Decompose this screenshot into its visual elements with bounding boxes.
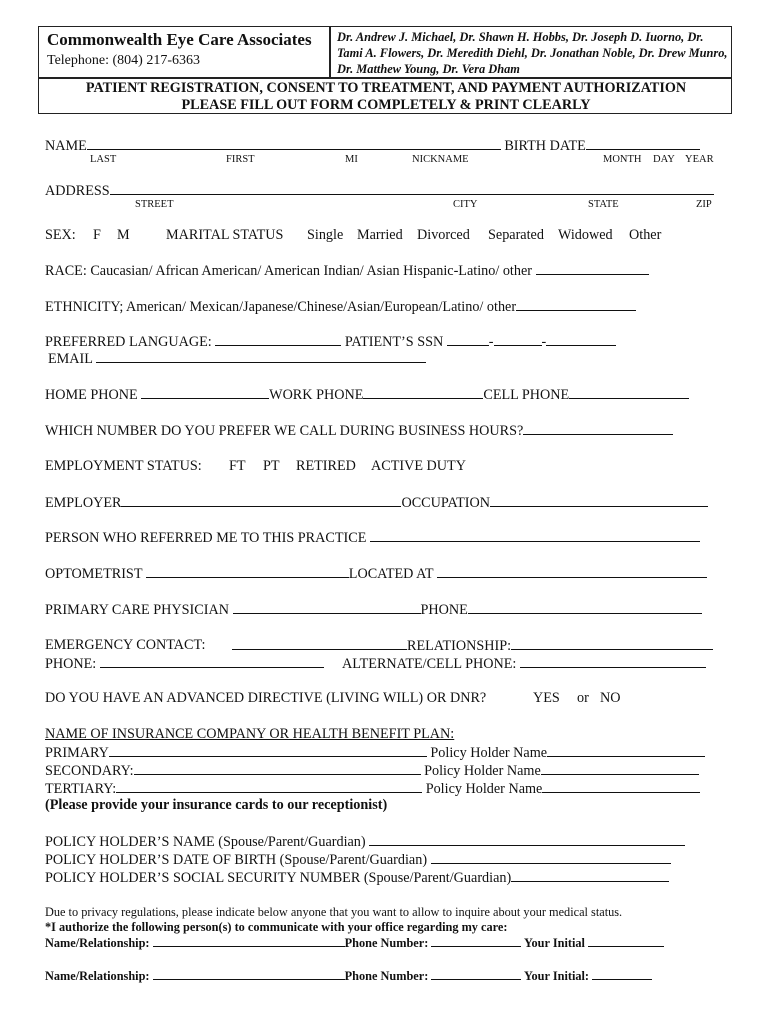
policy-ssn-row (45, 869, 669, 887)
prefer-call-row (45, 422, 673, 440)
occupation-field[interactable] (490, 494, 708, 507)
policy-holder-ssn-field[interactable] (511, 869, 669, 882)
directive-question: DO YOU HAVE AN ADVANCED DIRECTIVE (LIVING WILL) OR DNR? (45, 690, 487, 706)
authorized-person-row-2 (45, 969, 652, 984)
secondary-holder-field[interactable] (541, 762, 699, 775)
phone-number-label-1: Phone Number: (344, 936, 429, 950)
form-instructions: PLEASE FILL OUT FORM COMPLETELY & PRINT CLEARLY (181, 97, 591, 113)
prefer-call-label: WHICH NUMBER DO YOU PREFER WE CALL DURING BUSINESS HOURS? (45, 423, 524, 439)
phone-number-field-1[interactable] (431, 936, 521, 947)
emergency-contact-label: EMERGENCY CONTACT: (45, 637, 206, 653)
insurance-tertiary-row (45, 780, 700, 798)
marital-option-widowed[interactable]: Widowed (558, 227, 613, 243)
marital-option-divorced[interactable]: Divorced (417, 227, 470, 243)
referred-row (45, 529, 700, 547)
referred-field[interactable] (370, 529, 700, 542)
practice-telephone: Telephone: (804) 217-6363 (47, 53, 200, 68)
work-phone-label: WORK PHONE (269, 387, 364, 403)
optometrist-label: OPTOMETRIST (45, 566, 143, 582)
sub-month: MONTH (603, 154, 642, 165)
tertiary-holder-field[interactable] (542, 780, 700, 793)
employment-option-ft[interactable]: FT (229, 458, 246, 474)
header-divider (329, 27, 331, 77)
emergency-contact-field[interactable] (232, 637, 407, 650)
preferred-language-field[interactable] (215, 333, 341, 346)
secondary-holder-label: Policy Holder Name (424, 763, 541, 779)
tertiary-insurance-field[interactable] (116, 780, 422, 793)
name-relationship-label-2: Name/Relationship: (45, 969, 150, 983)
race-row (45, 262, 649, 280)
sub-last: LAST (90, 154, 117, 165)
policy-holder-dob-field[interactable] (431, 851, 671, 864)
race-other-field[interactable] (536, 262, 649, 275)
birth-date-field[interactable] (586, 137, 700, 150)
race-label: RACE: Caucasian/ African American/ American Indian/ Asian Hispanic-Latino/ other (45, 263, 532, 279)
policy-holder-name-label: POLICY HOLDER’S NAME (Spouse/Parent/Guardian) (45, 834, 366, 850)
sub-state: STATE (588, 199, 619, 210)
ethnicity-other-field[interactable] (516, 298, 636, 311)
emergency-phone-field[interactable] (100, 655, 324, 668)
your-initial-label-2: Your Initial: (524, 969, 590, 983)
alt-phone-field[interactable] (520, 655, 706, 668)
practice-name: Commonwealth Eye Care Associates (47, 30, 312, 49)
name-relationship-field-1[interactable] (153, 936, 345, 947)
policy-holder-ssn-label: POLICY HOLDER’S SOCIAL SECURITY NUMBER (Spouse/Parent/Guardian) (45, 870, 512, 886)
optometrist-field[interactable] (146, 565, 349, 578)
email-field[interactable] (96, 350, 426, 363)
ethnicity-label: ETHNICITY; American/ Mexican/Japanese/Chinese/Asian/European/Latino/ other (45, 299, 517, 315)
located-at-label: LOCATED AT (348, 566, 434, 582)
located-at-field[interactable] (437, 565, 707, 578)
address-field[interactable] (110, 182, 714, 195)
phone-number-field-2[interactable] (431, 969, 521, 980)
pcp-label: PRIMARY CARE PHYSICIAN (45, 602, 229, 618)
employment-option-active-duty[interactable]: ACTIVE DUTY (371, 458, 466, 474)
directive-or: or (577, 690, 589, 706)
referred-label: PERSON WHO REFERRED ME TO THIS PRACTICE (45, 530, 367, 546)
secondary-label: SECONDARY: (45, 763, 134, 779)
occupation-label: OCCUPATION (401, 495, 491, 511)
tertiary-holder-label: Policy Holder Name (425, 781, 543, 797)
pcp-phone-field[interactable] (468, 601, 702, 614)
employment-status-label: EMPLOYMENT STATUS: (45, 458, 202, 474)
name-relationship-label-1: Name/Relationship: (45, 936, 150, 950)
your-initial-label-1: Your Initial (524, 936, 585, 950)
emergency-contact-row (232, 637, 713, 655)
phone-row (45, 386, 689, 404)
pcp-phone-label: PHONE (420, 602, 468, 618)
primary-holder-label: Policy Holder Name (430, 745, 548, 761)
primary-insurance-field[interactable] (109, 744, 427, 757)
emergency-phone-row (45, 655, 324, 673)
name-relationship-field-2[interactable] (153, 969, 345, 980)
home-phone-label: HOME PHONE (45, 387, 138, 403)
insurance-card-note: (Please provide your insurance cards to our receptionist) (45, 797, 388, 813)
alt-phone-row (342, 655, 706, 673)
name-field[interactable] (87, 137, 501, 150)
cell-phone-label: CELL PHONE (483, 387, 570, 403)
header-rule (39, 77, 731, 79)
pcp-row (45, 601, 702, 619)
marital-status-label: MARITAL STATUS (166, 227, 284, 243)
doctor-list: Dr. Andrew J. Michael, Dr. Shawn H. Hobbs, Dr. Joseph D. Iuorno, Dr. Tami A. Flowers, Dr. Meredith Diehl, Dr. Jonathan Noble, Dr. Drew Munro, Dr. Matthew Young, Dr. Vera Dham (337, 30, 728, 76)
name-label: NAME (45, 138, 87, 154)
policy-dob-row (45, 851, 671, 869)
name-row (45, 137, 700, 155)
secondary-insurance-field[interactable] (134, 762, 421, 775)
sub-first: FIRST (226, 154, 255, 165)
address-row (45, 182, 714, 200)
policy-holder-dob-label: POLICY HOLDER’S DATE OF BIRTH (Spouse/Parent/Guardian) (45, 852, 428, 868)
employment-option-pt[interactable]: PT (263, 458, 280, 474)
ethnicity-row (45, 298, 636, 316)
form-title: PATIENT REGISTRATION, CONSENT TO TREATMENT, AND PAYMENT AUTHORIZATION (85, 80, 687, 96)
sub-street: STREET (135, 199, 174, 210)
sub-city: CITY (453, 199, 478, 210)
relationship-field[interactable] (511, 637, 713, 650)
preferred-language-label: PREFERRED LANGUAGE: (45, 334, 212, 350)
your-initial-field-2[interactable] (592, 969, 652, 980)
privacy-notice: Due to privacy regulations, please indicate below anyone that you want to allow to inquire about your medical status. (45, 905, 623, 919)
sub-zip: ZIP (696, 199, 712, 210)
birth-date-label: BIRTH DATE (504, 138, 586, 154)
cell-phone-field[interactable] (569, 386, 689, 399)
insurance-primary-row (45, 744, 705, 762)
sex-option-f[interactable]: F (93, 227, 101, 243)
ssn-part3-field[interactable] (546, 333, 616, 346)
tertiary-label: TERTIARY: (45, 781, 117, 797)
sub-mi: MI (345, 154, 358, 165)
emergency-phone-label: PHONE: (45, 656, 97, 672)
primary-label: PRIMARY (45, 745, 109, 761)
form-header (38, 26, 732, 114)
marital-option-single[interactable]: Single (307, 227, 344, 243)
optometrist-row (45, 565, 707, 583)
employer-label: EMPLOYER (45, 495, 122, 511)
home-phone-field[interactable] (141, 386, 269, 399)
prefer-call-field[interactable] (523, 422, 673, 435)
directive-yes[interactable]: YES (533, 690, 560, 706)
marital-option-separated[interactable]: Separated (488, 227, 544, 243)
ssn-part1-field[interactable] (447, 333, 489, 346)
email-row (48, 350, 426, 368)
sub-nickname: NICKNAME (412, 154, 469, 165)
authorized-person-row-1 (45, 936, 664, 951)
policy-holder-name-field[interactable] (369, 833, 685, 846)
relationship-label: RELATIONSHIP: (407, 638, 512, 654)
marital-option-other[interactable]: Other (629, 227, 662, 243)
sub-year: YEAR (685, 154, 714, 165)
marital-option-married[interactable]: Married (357, 227, 403, 243)
sex-option-m[interactable]: M (117, 227, 130, 243)
primary-holder-field[interactable] (547, 744, 705, 757)
email-label: EMAIL (48, 351, 93, 367)
alt-phone-label: ALTERNATE/CELL PHONE: (342, 656, 517, 672)
ssn-part2-field[interactable] (494, 333, 542, 346)
authorization-statement: *I authorize the following person(s) to communicate with your office regarding my care: (45, 920, 508, 934)
policy-name-row (45, 833, 685, 851)
employer-field[interactable] (121, 494, 401, 507)
sex-label: SEX: (45, 227, 76, 243)
directive-no[interactable]: NO (600, 690, 621, 706)
language-ssn-row: PREFERRED LANGUAGE: PATIENT’S SSN - - (45, 333, 616, 351)
phone-number-label-2: Phone Number: (344, 969, 429, 983)
employer-row (45, 494, 708, 512)
insurance-secondary-row (45, 762, 699, 780)
pcp-field[interactable] (233, 601, 421, 614)
insurance-heading: NAME OF INSURANCE COMPANY OR HEALTH BENEFIT PLAN: (45, 726, 455, 742)
work-phone-field[interactable] (363, 386, 483, 399)
employment-option-retired[interactable]: RETIRED (296, 458, 356, 474)
your-initial-field-1[interactable] (588, 936, 664, 947)
sub-day: DAY (653, 154, 675, 165)
ssn-label: PATIENT’S SSN (344, 334, 444, 350)
address-label: ADDRESS (45, 183, 110, 199)
